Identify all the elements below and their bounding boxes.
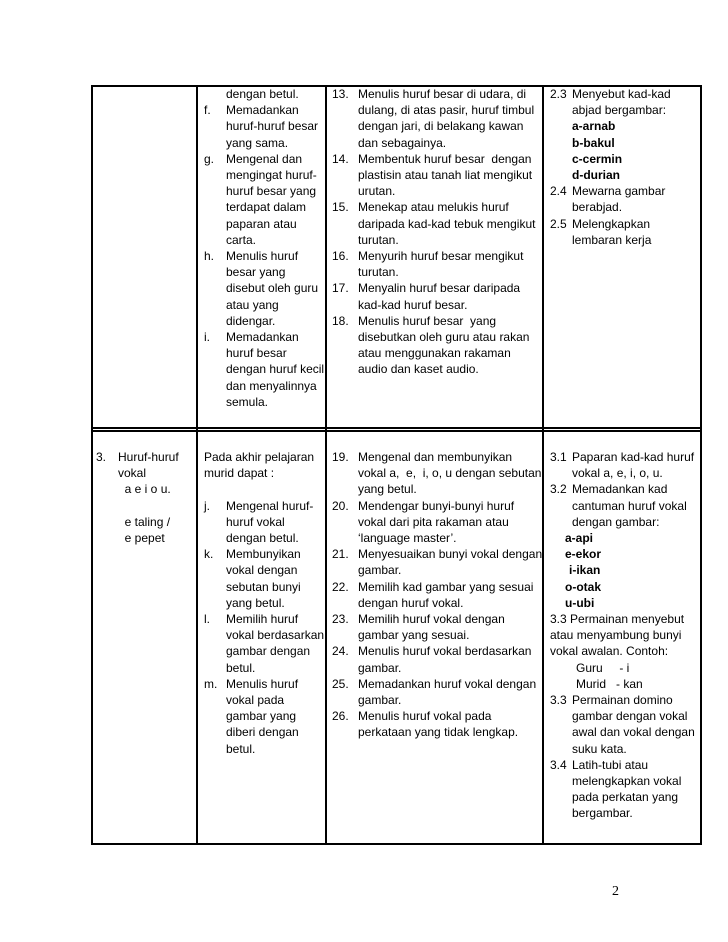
item-number: 3.1 xyxy=(550,450,567,464)
item-number: 2.5 xyxy=(550,216,567,231)
text-line xyxy=(332,595,540,611)
line-text: gambar yang sesuai. xyxy=(358,628,470,643)
text-line xyxy=(96,498,194,514)
line-text: Menulis huruf vokal pada xyxy=(358,709,492,724)
text-line xyxy=(550,498,698,514)
text-line xyxy=(332,297,540,313)
text-line xyxy=(204,394,324,410)
line-text: Pada akhir pelajaran xyxy=(204,450,315,464)
text-line xyxy=(204,724,324,740)
line-text: a-arnab xyxy=(572,119,616,134)
item-number: 19. xyxy=(332,450,349,464)
line-text: suku kata. xyxy=(572,741,627,756)
text-line xyxy=(332,86,540,102)
text-line xyxy=(332,135,540,151)
text-line xyxy=(332,498,540,514)
item-number: 22. xyxy=(332,579,349,594)
row-divider xyxy=(91,430,701,432)
text-line xyxy=(204,546,324,562)
line-text: dengan betul. xyxy=(226,87,299,101)
text-line xyxy=(204,199,324,215)
text-line xyxy=(332,514,540,530)
text-line xyxy=(332,313,540,329)
text-line xyxy=(550,741,698,757)
text-line xyxy=(550,757,698,773)
line-text: sebutan bunyi xyxy=(226,579,301,594)
line-text: e-ekor xyxy=(565,547,602,562)
text-line xyxy=(550,465,698,481)
text-line xyxy=(332,481,540,497)
line-text: paparan atau xyxy=(226,216,297,231)
line-text: besar yang xyxy=(226,265,286,280)
item-number: 20. xyxy=(332,498,349,513)
item-number: h. xyxy=(204,249,215,264)
text-line xyxy=(332,627,540,643)
text-line xyxy=(550,708,698,724)
line-text: Permainan domino xyxy=(572,693,673,708)
item-number: m. xyxy=(204,676,218,691)
text-line xyxy=(550,562,698,578)
line-text: b-bakul xyxy=(572,135,615,150)
text-line xyxy=(204,297,324,313)
line-text: Mendengar bunyi-bunyi huruf xyxy=(358,498,515,513)
text-line xyxy=(550,151,698,167)
text-line xyxy=(96,530,194,546)
text-line xyxy=(550,611,698,627)
line-text: betul. xyxy=(226,660,256,675)
item-number: 18. xyxy=(332,313,349,328)
line-text: d-durian xyxy=(572,168,620,183)
table-left-border xyxy=(91,85,93,845)
text-line xyxy=(204,643,324,659)
line-text: atau menyambung bunyi xyxy=(550,628,682,643)
table-right-border xyxy=(700,85,702,845)
text-line xyxy=(204,102,324,118)
line-text: ‘language master’. xyxy=(358,531,457,546)
line-text: semula. xyxy=(226,394,269,409)
line-text: Memadankan kad xyxy=(572,482,668,497)
text-line xyxy=(204,449,324,465)
text-line xyxy=(204,579,324,595)
row-divider xyxy=(91,427,701,429)
text-line xyxy=(550,86,698,102)
text-line xyxy=(204,86,324,102)
text-line xyxy=(204,741,324,757)
item-number: 3.2 xyxy=(550,482,567,497)
text-line xyxy=(332,199,540,215)
table-bottom-border xyxy=(91,843,701,845)
line-text: yang sama. xyxy=(226,135,289,150)
line-text: Menyalin huruf besar daripada xyxy=(358,281,521,296)
line-text: Memadankan xyxy=(226,103,299,118)
text-line xyxy=(332,361,540,377)
item-number: j. xyxy=(204,498,210,513)
text-line xyxy=(332,530,540,546)
text-line xyxy=(332,579,540,595)
text-line xyxy=(204,135,324,151)
text-line xyxy=(332,280,540,296)
text-line xyxy=(204,248,324,264)
line-text: gambar. xyxy=(358,563,402,578)
text-line xyxy=(204,280,324,296)
line-text: diberi dengan xyxy=(226,725,299,740)
text-line xyxy=(204,676,324,692)
line-text: huruf besar xyxy=(226,346,287,361)
text-line xyxy=(550,724,698,740)
text-line xyxy=(550,514,698,530)
text-line xyxy=(204,627,324,643)
line-text: gambar yang xyxy=(226,709,297,724)
item-number: 2.3 xyxy=(550,87,567,101)
text-line xyxy=(550,216,698,232)
text-line xyxy=(550,692,698,708)
text-line xyxy=(204,530,324,546)
line-text: daripada kad-kad tebuk mengikut xyxy=(358,216,536,231)
line-text: Memilih huruf vokal dengan xyxy=(358,612,505,627)
line-text: Menulis huruf xyxy=(226,676,299,691)
line-text: lembaran kerja xyxy=(572,232,652,247)
text-line xyxy=(332,264,540,280)
line-text: vokal pada xyxy=(226,693,285,708)
line-text: dengan betul. xyxy=(226,531,299,545)
line-text: e taling / xyxy=(118,514,171,529)
line-text: bergambar. xyxy=(572,806,633,821)
item-number: 25. xyxy=(332,676,349,691)
item-number: f. xyxy=(204,103,211,118)
text-line xyxy=(332,248,540,264)
line-text: dengan jari, di belakang kawan xyxy=(358,119,524,134)
item-number: k. xyxy=(204,547,214,562)
line-text: urutan. xyxy=(358,184,396,199)
line-text: atau yang xyxy=(226,297,279,312)
line-text: Menekap atau melukis huruf xyxy=(358,200,509,215)
line-text: murid dapat : xyxy=(204,466,275,481)
line-text: vokal berdasarkan xyxy=(226,628,325,643)
line-text: cantuman huruf vokal xyxy=(572,498,687,513)
text-line xyxy=(332,232,540,248)
item-number: 15. xyxy=(332,200,349,215)
column-divider xyxy=(542,85,544,845)
line-text: a-api xyxy=(565,531,594,546)
line-text: Huruf-huruf xyxy=(118,450,179,464)
line-text: Memilih kad gambar yang sesuai xyxy=(358,579,534,594)
text-line xyxy=(204,167,324,183)
text-line xyxy=(204,345,324,361)
column-divider xyxy=(325,85,327,845)
text-line xyxy=(204,313,324,329)
line-text: Paparan kad-kad huruf xyxy=(572,450,695,464)
text-line xyxy=(332,118,540,134)
line-text: gambar. xyxy=(358,660,402,675)
line-text: u-ubi xyxy=(565,595,595,610)
text-line xyxy=(204,514,324,530)
text-line xyxy=(204,498,324,514)
activities-cell xyxy=(332,449,543,741)
text-line xyxy=(550,232,698,248)
objectives-cell xyxy=(204,449,324,757)
line-text: vokal dengan xyxy=(226,563,298,578)
line-text: audio dan kaset audio. xyxy=(358,362,479,377)
item-number: 26. xyxy=(332,709,349,724)
text-line xyxy=(332,216,540,232)
line-text: Murid - kan xyxy=(576,676,643,691)
line-text: Menulis huruf xyxy=(226,249,299,264)
suggestions-cell xyxy=(550,449,698,822)
line-text: Menulis huruf besar yang xyxy=(358,313,497,328)
item-number: 16. xyxy=(332,249,349,264)
item-number: 21. xyxy=(332,547,349,562)
line-text: abjad bergambar: xyxy=(572,103,667,118)
line-text: yang betul. xyxy=(226,595,285,610)
text-line xyxy=(550,183,698,199)
text-line xyxy=(550,676,698,692)
line-text: dulang, di atas pasir, huruf timbul xyxy=(358,103,535,118)
text-line xyxy=(204,481,324,497)
line-text: yang betul. xyxy=(358,482,417,497)
text-line xyxy=(332,151,540,167)
line-text: turutan. xyxy=(358,265,399,280)
text-line xyxy=(204,232,324,248)
line-text: Guru - i xyxy=(576,660,630,675)
text-line xyxy=(332,546,543,562)
line-text: gambar. xyxy=(358,693,402,708)
text-line xyxy=(204,118,324,134)
suggestions-cell xyxy=(550,86,698,248)
text-line xyxy=(204,660,324,676)
text-line xyxy=(204,329,324,345)
line-text: i-ikan xyxy=(569,563,601,578)
text-line xyxy=(204,151,324,167)
text-line xyxy=(96,449,194,465)
line-text: Menyebut kad-kad xyxy=(572,87,671,101)
line-text: vokal dari pita rakaman atau xyxy=(358,514,509,529)
text-line xyxy=(332,329,540,345)
line-text: kad-kad huruf besar. xyxy=(358,297,468,312)
item-number: g. xyxy=(204,151,215,166)
text-line xyxy=(550,660,698,676)
item-number: 2.4 xyxy=(550,184,567,199)
text-line xyxy=(550,579,698,595)
line-text: turutan. xyxy=(358,232,399,247)
line-text: Membunyikan xyxy=(226,547,301,562)
objectives-cell xyxy=(204,86,324,410)
page-number: 2 xyxy=(612,884,619,899)
item-number: l. xyxy=(204,612,210,627)
line-text: Memadankan xyxy=(226,330,299,345)
text-line xyxy=(96,465,194,481)
text-line xyxy=(332,676,540,692)
text-line xyxy=(550,167,698,183)
line-text: dan menyalinnya xyxy=(226,378,317,393)
text-line xyxy=(550,805,698,821)
text-line xyxy=(550,481,698,497)
activities-cell xyxy=(332,86,540,378)
line-text: Memilih huruf xyxy=(226,612,299,627)
text-line xyxy=(550,118,698,134)
text-line xyxy=(550,789,698,805)
line-text: pada perkatan yang xyxy=(572,790,679,805)
line-text: o-otak xyxy=(565,579,601,594)
text-line xyxy=(332,692,540,708)
text-line xyxy=(550,546,698,562)
text-line xyxy=(550,595,698,611)
line-text: Mewarna gambar xyxy=(572,184,666,199)
text-line xyxy=(332,708,540,724)
line-text: vokal a, e, i, o, u dengan sebutan xyxy=(358,466,542,481)
text-line xyxy=(550,199,698,215)
text-line xyxy=(204,692,324,708)
line-text: gambar dengan vokal xyxy=(572,709,688,724)
line-text: dan sebagainya. xyxy=(358,135,447,150)
line-text: disebut oleh guru xyxy=(226,281,319,296)
line-text: e pepet xyxy=(118,531,165,545)
text-line xyxy=(204,183,324,199)
text-line xyxy=(550,135,698,151)
line-text: awal dan vokal dengan xyxy=(572,725,695,740)
text-line xyxy=(204,361,324,377)
line-text: Memadankan huruf vokal dengan xyxy=(358,676,537,691)
line-text: atau menggunakan rakaman xyxy=(358,346,511,361)
line-text: Menyesuaikan bunyi vokal dengan xyxy=(358,547,543,562)
line-text: carta. xyxy=(226,232,257,247)
item-number: 14. xyxy=(332,151,349,166)
line-text: a e i o u. xyxy=(118,482,171,497)
line-text: gambar dengan xyxy=(226,644,311,659)
text-line xyxy=(96,514,194,530)
text-line xyxy=(204,595,324,611)
line-text: vokal a, e, i, o, u. xyxy=(572,466,663,481)
text-line xyxy=(204,611,324,627)
line-text: Mengenal dan xyxy=(226,151,303,166)
line-text: perkataan yang tidak lengkap. xyxy=(358,725,519,740)
line-text: betul. xyxy=(226,741,256,756)
text-line xyxy=(550,643,698,659)
text-line xyxy=(332,611,540,627)
line-text: vokal xyxy=(118,466,147,481)
line-text: Menyurih huruf besar mengikut xyxy=(358,249,524,264)
item-number: 23. xyxy=(332,612,349,627)
line-text: huruf vokal xyxy=(226,514,285,529)
line-text: Menulis huruf vokal berdasarkan xyxy=(358,644,532,659)
column-divider xyxy=(196,85,198,845)
text-line xyxy=(204,465,324,481)
item-number: 3.4 xyxy=(550,757,567,772)
line-text: 3.3 Permainan menyebut xyxy=(550,612,685,627)
line-text: dengan huruf vokal. xyxy=(358,595,464,610)
line-text: huruf-huruf besar xyxy=(226,119,319,134)
item-number: 13. xyxy=(332,87,349,101)
line-text: berabjad. xyxy=(572,200,623,215)
line-text: plastisin atau tanah liat mengikut xyxy=(358,168,533,183)
line-text: dengan huruf kecil xyxy=(226,362,325,377)
line-text: c-cermin xyxy=(572,151,623,166)
line-text: vokal awalan. Contoh: xyxy=(550,644,669,659)
topic-cell xyxy=(96,449,194,546)
text-line xyxy=(550,773,698,789)
text-line xyxy=(332,183,540,199)
item-number: i. xyxy=(204,330,210,345)
text-line xyxy=(550,102,698,118)
text-line xyxy=(204,264,324,280)
text-line xyxy=(550,449,698,465)
line-text: disebutkan oleh guru atau rakan xyxy=(358,330,530,345)
line-text: Mengenal dan membunyikan xyxy=(358,450,513,464)
item-number: 3. xyxy=(96,450,107,464)
text-line xyxy=(550,530,698,546)
line-text: Melengkapkan xyxy=(572,216,651,231)
item-number: 24. xyxy=(332,644,349,659)
line-text: mengingat huruf- xyxy=(226,168,317,183)
text-line xyxy=(332,465,540,481)
item-number: 17. xyxy=(332,281,349,296)
text-line xyxy=(332,167,540,183)
line-text: Membentuk huruf besar dengan xyxy=(358,151,532,166)
line-text: huruf besar yang xyxy=(226,184,317,199)
text-line xyxy=(332,102,540,118)
text-line xyxy=(550,627,698,643)
line-text: dengan gambar: xyxy=(572,514,660,529)
text-line xyxy=(332,724,540,740)
text-line xyxy=(204,562,324,578)
line-text: terdapat dalam xyxy=(226,200,307,215)
line-text: melengkapkan vokal xyxy=(572,774,682,789)
text-line xyxy=(204,378,324,394)
line-text: Menulis huruf besar di udara, di xyxy=(358,87,527,101)
text-line xyxy=(96,481,194,497)
line-text: Latih-tubi atau xyxy=(572,757,649,772)
text-line xyxy=(332,643,540,659)
text-line xyxy=(332,449,540,465)
text-line xyxy=(204,708,324,724)
item-number: 3.3 xyxy=(550,693,567,708)
text-line xyxy=(332,345,540,361)
text-line xyxy=(332,562,540,578)
line-text: didengar. xyxy=(226,313,276,328)
text-line xyxy=(332,660,540,676)
line-text: Mengenal huruf- xyxy=(226,498,314,513)
text-line xyxy=(204,216,324,232)
